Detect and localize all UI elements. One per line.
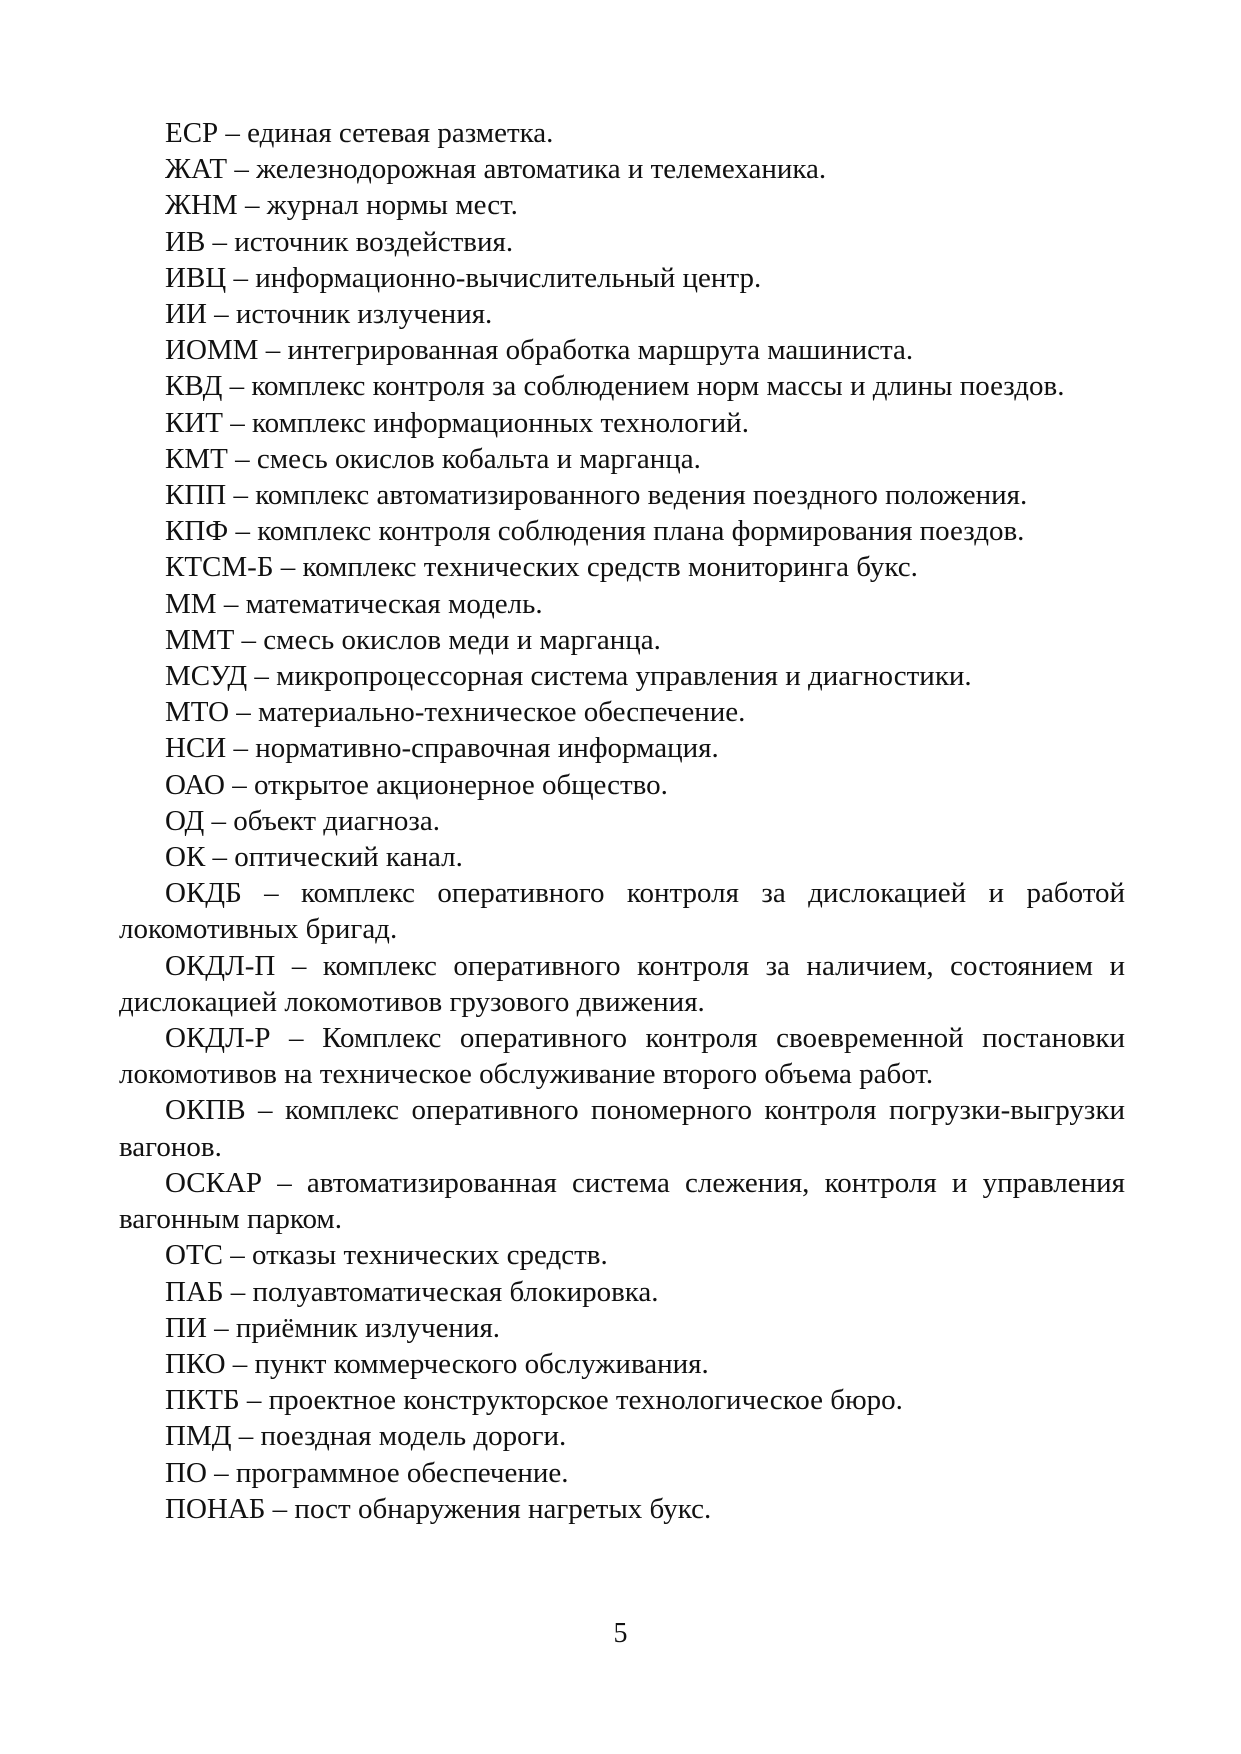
- abbreviation-entry: ПОНАБ – пост обнаружения нагретых букс.: [165, 1492, 712, 1525]
- abbreviation-entry: КПП – комплекс автоматизированного ведения поездного положения.: [165, 479, 1028, 512]
- abbreviation-entry: ОСКАР – автоматизированная система слежения, контроля и управления вагонным парком.: [119, 1166, 1125, 1236]
- abbreviation-entry: ИИ – источник излучения.: [165, 298, 493, 331]
- abbreviation-entry: МСУД – микропроцессорная система управления и диагностики.: [165, 660, 972, 693]
- abbreviation-entry: ЖАТ – железнодорожная автоматика и телемеханика.: [165, 153, 827, 186]
- abbreviation-entry: ОТС – отказы технических средств.: [165, 1239, 608, 1272]
- abbreviation-entry: ОАО – открытое акционерное общество.: [165, 768, 668, 801]
- abbreviation-entry: МТО – материально-техническое обеспечение.: [165, 696, 746, 729]
- abbreviation-entry: ИОММ – интегрированная обработка маршрута машиниста.: [165, 334, 914, 367]
- abbreviation-entry: ММТ – смесь окислов меди и марганца.: [165, 623, 661, 656]
- abbreviation-entry: КТСМ-Б – комплекс технических средств мониторинга букс.: [165, 551, 918, 584]
- abbreviation-entry: КВД – комплекс контроля за соблюдением норм массы и длины поездов.: [165, 370, 1065, 403]
- abbreviation-entry: НСИ – нормативно-справочная информация.: [165, 732, 719, 765]
- abbreviation-entry: ОКДБ – комплекс оперативного контроля за дислокацией и работой локомотивных бригад.: [119, 877, 1125, 946]
- abbreviation-entry: КМТ – смесь окислов кобальта и марганца.: [165, 442, 701, 475]
- abbreviation-entry: ЕСР – единая сетевая разметка.: [165, 117, 554, 149]
- abbreviation-entry: ПО – программное обеспечение.: [165, 1456, 569, 1489]
- abbreviation-entry: ОК – оптический канал.: [165, 841, 463, 874]
- abbreviation-entry: ММ – математическая модель.: [165, 587, 543, 620]
- abbreviation-entry: ОКПВ – комплекс оперативного пономерного контроля погрузки-выгрузки вагонов.: [119, 1094, 1125, 1163]
- abbreviation-entry: ПКО – пункт коммерческого обслуживания.: [165, 1347, 709, 1380]
- abbreviation-entry: ОД – объект диагноза.: [165, 804, 440, 837]
- abbreviation-entry: КИТ – комплекс информационных технологий.: [165, 406, 749, 439]
- abbreviation-entry: ПИ – приёмник излучения.: [165, 1311, 501, 1344]
- page-number: 5: [613, 1618, 628, 1649]
- abbreviation-entry: ЖНМ – журнал нормы мест.: [165, 189, 518, 222]
- abbreviation-entry: ПКТБ – проектное конструкторское технологическое бюро.: [165, 1384, 903, 1417]
- abbreviation-entry: ИВ – источник воздействия.: [165, 225, 514, 258]
- abbreviation-entry: ПМД – поездная модель дороги.: [165, 1420, 567, 1453]
- abbreviation-entry: ИВЦ – информационно-вычислительный центр.: [165, 261, 762, 294]
- abbreviation-entry: КПФ – комплекс контроля соблюдения плана формирования поездов.: [165, 515, 1025, 548]
- abbreviation-entry: ПАБ – полуавтоматическая блокировка.: [165, 1275, 659, 1308]
- abbreviation-entry: ОКДЛ-Р – Комплекс оперативного контроля своевременной постановки локомотивов на техническое обслуживание второго объема работ.: [119, 1022, 1125, 1091]
- abbreviation-list: [119, 115, 1125, 1527]
- abbreviation-entry: ОКДЛ-П – комплекс оперативного контроля за наличием, состоянием и дислокацией локомотивов грузового движения.: [119, 949, 1125, 1018]
